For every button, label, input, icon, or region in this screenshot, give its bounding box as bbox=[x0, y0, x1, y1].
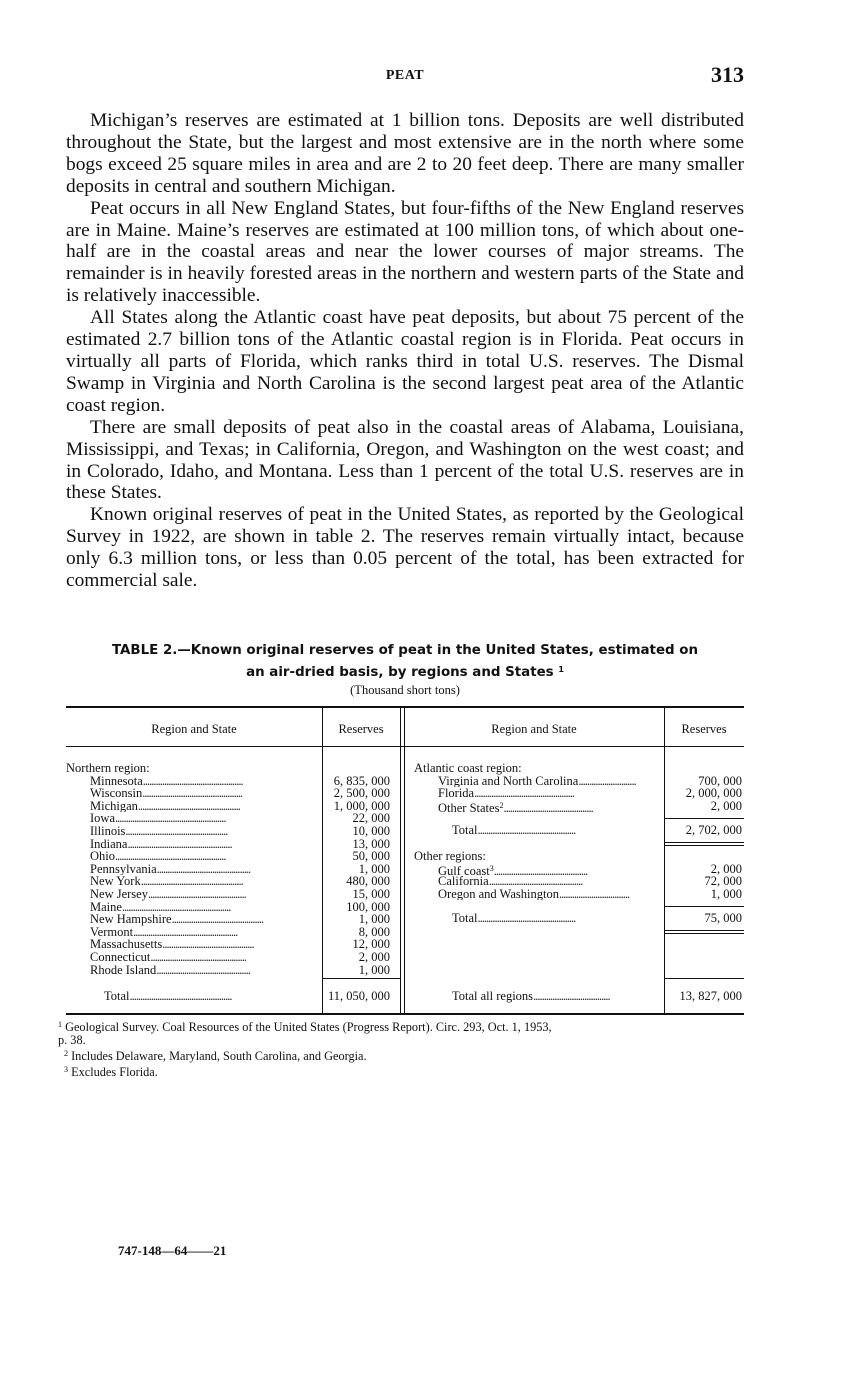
table-title bbox=[66, 641, 744, 682]
table-row-label: California............................................ bbox=[438, 875, 583, 888]
leader-dots: .................................................... bbox=[115, 850, 226, 863]
other-total-row bbox=[414, 912, 662, 925]
northern-region-values bbox=[324, 762, 390, 976]
other-regions-labels bbox=[414, 850, 662, 900]
other-total-value-wrap bbox=[666, 912, 742, 925]
table-row-value: 10, 000 bbox=[352, 823, 390, 838]
other-regions-values bbox=[666, 850, 742, 900]
footnote-1: $^1$ Geological Survey. Coal Resources of the United States (Progress Report). Circ. 293, Oct. 1, 1953, bbox=[58, 1020, 552, 1034]
column-rule bbox=[400, 708, 401, 1013]
table-row-value: 2, 500, 000 bbox=[333, 786, 390, 801]
table-row-label: Rhode Island............................................ bbox=[90, 963, 250, 977]
leader-dots: ........................................... bbox=[162, 938, 254, 951]
group-label-other: Other regions: bbox=[414, 849, 486, 863]
leader-dots: ................................. bbox=[558, 887, 630, 901]
grand-total-value: 13, 827, 000 bbox=[679, 989, 742, 1003]
table-row-value: 100, 000 bbox=[346, 899, 390, 914]
footnote-1-continued: p. 38. bbox=[58, 1033, 86, 1047]
table-row-label: Connecticut............................................. bbox=[90, 950, 247, 964]
table-row-label: Oregon and Washington................................. bbox=[438, 887, 630, 901]
footnote-mark: 2 bbox=[499, 800, 504, 810]
atlantic-total-row bbox=[414, 824, 662, 837]
col-head-region-left: Region and State bbox=[151, 722, 237, 736]
paragraph-new-england: Peat occurs in all New England States, but four-fifths of the New England reserves are in Maine. Maine’s reserves are estimated at 100 million tons, of which about one-half are in the coastal areas and near the lower courses of major streams. The remainder is in heavily forested areas in the northern and western parts of the State and is relatively inaccessible. bbox=[66, 197, 744, 307]
footnote-mark: 3 bbox=[489, 863, 494, 873]
table-row-value: 1, 000 bbox=[358, 912, 390, 927]
leader-dots: ................................................... bbox=[121, 900, 231, 914]
table-row-value: 12, 000 bbox=[352, 937, 390, 952]
footnote-2: $^2$ Includes Delaware, Maryland, South Carolina, and Georgia. bbox=[64, 1049, 367, 1063]
paragraph-michigan: Michigan’s reserves are estimated at 1 billion tons. Deposits are well distributed throughout the State, but the largest and most extensive are in the north where some bogs exceed 25 square miles in area and are 2 to 20 feet deep. There are many smaller deposits in central and southern Michigan. bbox=[66, 110, 744, 197]
total-rule-northern bbox=[322, 978, 400, 979]
footnote-3: $^3$ Excludes Florida. bbox=[64, 1065, 158, 1079]
northern-total-label: Total................................................ bbox=[104, 989, 232, 1003]
column-rule bbox=[322, 708, 323, 1013]
leader-dots: .......................................... bbox=[503, 800, 593, 813]
table-row-value: 72, 000 bbox=[704, 874, 742, 889]
running-head: PEAT bbox=[385, 68, 425, 83]
leader-dots: ................................................ bbox=[137, 799, 240, 813]
column-rule bbox=[664, 708, 665, 1013]
table-row-label: Gulf coast$^3$............................................ bbox=[414, 863, 662, 876]
total-rule-grand bbox=[664, 978, 744, 979]
table-row-value: 13, 000 bbox=[352, 836, 390, 851]
group-label-atlantic: Atlantic coast region: bbox=[414, 761, 522, 775]
table-row-label: Massachusetts........................................... bbox=[90, 938, 254, 951]
table-row-label: Maine................................................... bbox=[90, 900, 231, 914]
leader-dots: ................................................ bbox=[140, 875, 243, 888]
table-row-label: Indiana................................................. bbox=[90, 837, 232, 851]
total-rule-other bbox=[664, 906, 744, 907]
column-rule bbox=[404, 708, 405, 1013]
leader-dots: ................................................. bbox=[133, 925, 238, 939]
col-head-reserves-left: Reserves bbox=[338, 722, 384, 736]
table-row-label: Pennsylvania............................................ bbox=[90, 862, 251, 876]
table-row-value: 2, 000 bbox=[710, 798, 742, 813]
double-rule-other bbox=[664, 933, 744, 934]
footnotes bbox=[58, 1018, 748, 1079]
leader-dots: ............................................ bbox=[488, 875, 583, 888]
page-header bbox=[66, 62, 744, 90]
group-label-northern: Northern region: bbox=[66, 761, 150, 775]
table-title-line2: an air-dried basis, by regions and States $^1$ bbox=[246, 665, 564, 680]
paragraph-atlantic: All States along the Atlantic coast have peat deposits, but about 75 percent of the estimated 2.7 billion tons of the Atlantic coastal region is in Florida. Peat occurs in virtually all parts of Florida, which ranks third in total U.S. reserves. The Dismal Swamp in Virginia and North Carolina is the second largest peat area of the Atlantic coast region. bbox=[66, 307, 744, 416]
paragraph-small-deposits: There are small deposits of peat also in the coastal areas of Alabama, Louisiana, Mississippi, and Texas; in California, Oregon, and Washington on the west coast; and in Colorado, Idaho, and Montana. Less than 1 percent of the total U.S. reserves are in these States. bbox=[66, 416, 744, 504]
reserves-table bbox=[66, 706, 744, 1015]
table-row-label: Vermont................................................. bbox=[90, 925, 238, 939]
page-number: 313 bbox=[711, 62, 744, 87]
leader-dots: .................................... bbox=[533, 989, 610, 1003]
northern-region-labels bbox=[66, 762, 320, 976]
table-row-label: New Jersey.............................................. bbox=[90, 887, 246, 901]
table-row-value: 1, 000 bbox=[358, 861, 390, 876]
table-row-label: Illinois................................................ bbox=[90, 824, 228, 838]
table-unit: (Thousand short tons) bbox=[350, 683, 460, 697]
leader-dots: .............................................. bbox=[477, 823, 576, 837]
col-head-reserves-right: Reserves bbox=[681, 722, 727, 736]
double-rule-atlantic bbox=[664, 842, 744, 843]
table-row-label: Wisconsin............................................... bbox=[90, 787, 243, 800]
leader-dots: .............................................. bbox=[147, 887, 246, 901]
table-row-value: 700, 000 bbox=[698, 773, 742, 788]
leader-dots: ............................................ bbox=[156, 862, 251, 876]
table-row-value: 2, 000, 000 bbox=[685, 786, 742, 801]
other-total-value: 75, 000 bbox=[704, 911, 742, 925]
table-row-value: 6, 835, 000 bbox=[333, 773, 390, 788]
table-row-value: 8, 000 bbox=[358, 924, 390, 939]
table-row-label: New Hampshire........................................... bbox=[90, 913, 263, 926]
table-row-label: Michigan................................................ bbox=[90, 799, 240, 813]
table-row-label: Ohio.................................................... bbox=[90, 850, 226, 863]
body-text bbox=[66, 110, 744, 592]
col-head-region-right: Region and State bbox=[491, 722, 577, 736]
leader-dots: ............................................ bbox=[156, 963, 250, 977]
table-row-value: 1, 000, 000 bbox=[333, 798, 390, 813]
table-row-label: Florida............................................... bbox=[438, 787, 574, 800]
atlantic-region-labels bbox=[414, 762, 662, 812]
grand-total-row bbox=[414, 990, 662, 1003]
table-row-label: Virginia and North Carolina........................... bbox=[438, 774, 636, 788]
leader-dots: ............................................ bbox=[493, 863, 588, 876]
leader-dots: ................................................ bbox=[125, 824, 228, 838]
leader-dots: ................................................. bbox=[127, 837, 232, 851]
grand-total-value-wrap bbox=[666, 990, 742, 1003]
table-row-value: 15, 000 bbox=[352, 886, 390, 901]
table-row-value: 480, 000 bbox=[346, 874, 390, 889]
northern-total-value-wrap bbox=[324, 990, 390, 1003]
atlantic-total-label: Total.............................................. bbox=[452, 823, 576, 837]
leader-dots: ............................................. bbox=[150, 950, 247, 964]
total-rule-atlantic bbox=[664, 818, 744, 819]
table-row-label: Other States$^2$.......................................... bbox=[414, 800, 662, 813]
leader-dots: .................................................... bbox=[115, 812, 226, 825]
atlantic-total-value: 2, 702, 000 bbox=[685, 823, 742, 837]
table-row-value: 2, 000 bbox=[358, 949, 390, 964]
table-title-line1: TABLE 2.—Known original reserves of peat in the United States, estimated on bbox=[111, 643, 699, 658]
table-row-value: 1, 000 bbox=[710, 886, 742, 901]
leader-dots: ............................................... bbox=[142, 787, 243, 800]
table-title-footnote-mark: 1 bbox=[558, 665, 564, 674]
printer-line: 747-148—64——21 bbox=[118, 1243, 227, 1258]
leader-dots: ............................................... bbox=[474, 787, 574, 800]
northern-total-row bbox=[66, 990, 320, 1003]
double-rule-atlantic bbox=[664, 845, 744, 846]
leader-dots: ........................................... bbox=[171, 913, 263, 926]
grand-total-label: Total all regions.................................... bbox=[452, 989, 610, 1003]
paragraph-known-reserves: Known original reserves of peat in the United States, as reported by the Geological Survey in 1922, are shown in table 2. The reserves remain virtually intact, because only 6.3 million tons, or less than 0.05 percent of the total, has been extracted for commercial sale. bbox=[66, 504, 744, 592]
other-total-label: Total.............................................. bbox=[452, 911, 576, 925]
header-rule bbox=[66, 746, 744, 747]
leader-dots: ................................................ bbox=[129, 989, 232, 1003]
leader-dots: ........................... bbox=[578, 774, 636, 788]
atlantic-region-values bbox=[666, 762, 742, 812]
northern-total-value: 11, 050, 000 bbox=[327, 989, 390, 1003]
table-row-label: Minnesota............................................... bbox=[90, 774, 243, 788]
table-row-label: Iowa.................................................... bbox=[90, 812, 226, 825]
double-rule-other bbox=[664, 930, 744, 931]
atlantic-total-value-wrap bbox=[666, 824, 742, 837]
table-row-label: New York................................................ bbox=[90, 875, 243, 888]
table-row-value: 2, 000 bbox=[710, 861, 742, 876]
leader-dots: ............................................... bbox=[142, 774, 243, 788]
table-row-value: 22, 000 bbox=[352, 811, 390, 826]
table-row-value: 50, 000 bbox=[352, 849, 390, 864]
leader-dots: .............................................. bbox=[477, 911, 576, 925]
table-row-value: 1, 000 bbox=[358, 962, 390, 977]
